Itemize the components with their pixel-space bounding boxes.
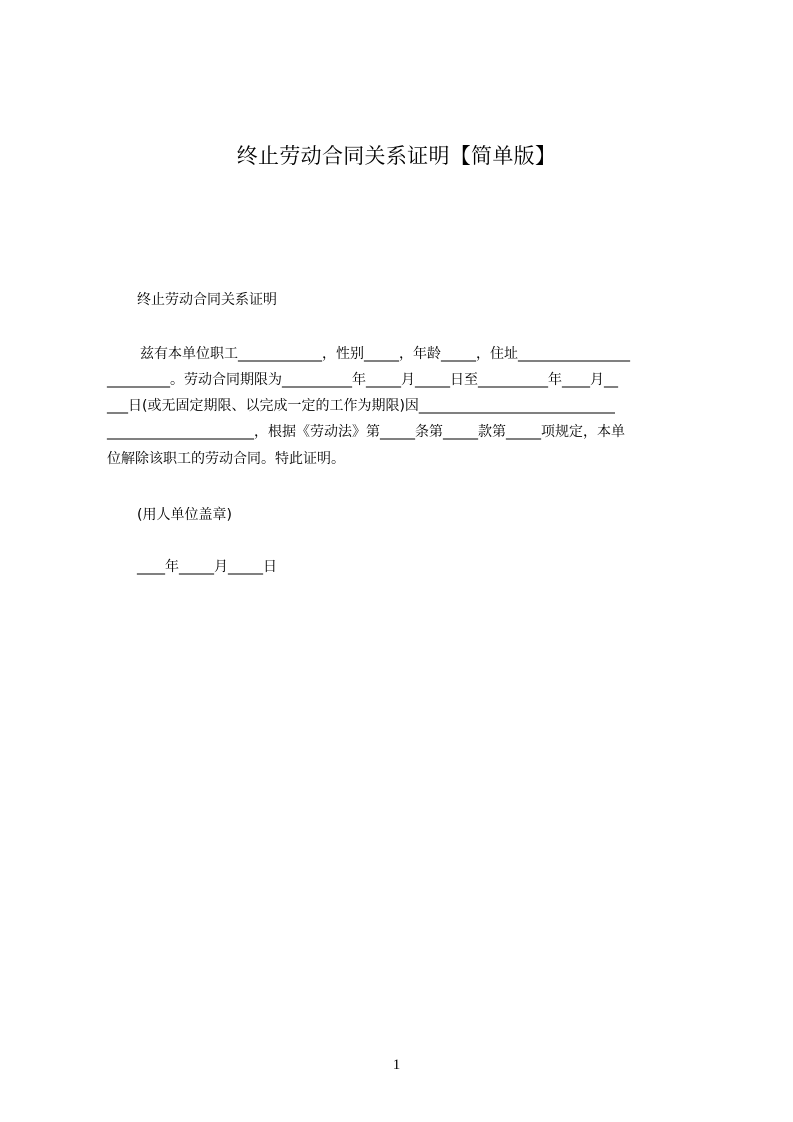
seal-placeholder: (用人单位盖章)	[137, 507, 232, 523]
body-line-5: 位解除该职工的劳动合同。特此证明。	[107, 451, 345, 467]
document-title: 终止劳动合同关系证明【简单版】	[236, 144, 557, 168]
document-subheading: 终止劳动合同关系证明	[137, 292, 277, 308]
body-line-4: _____________________，根据《劳动法》第_____条第_____款第_____项规定，本单	[107, 424, 625, 440]
body-line-3: ___日(或无固定期限、以完成一定的工作为期限)因____________________________	[107, 398, 615, 414]
date-line: ____年_____月_____日	[137, 559, 277, 575]
body-line-1: 兹有本单位职工____________，性别_____，年龄_____，住址________________	[140, 346, 630, 362]
page-number: 1	[392, 1057, 401, 1073]
body-line-2: _________。劳动合同期限为__________年_____月_____日至__________年____月__	[107, 372, 618, 388]
